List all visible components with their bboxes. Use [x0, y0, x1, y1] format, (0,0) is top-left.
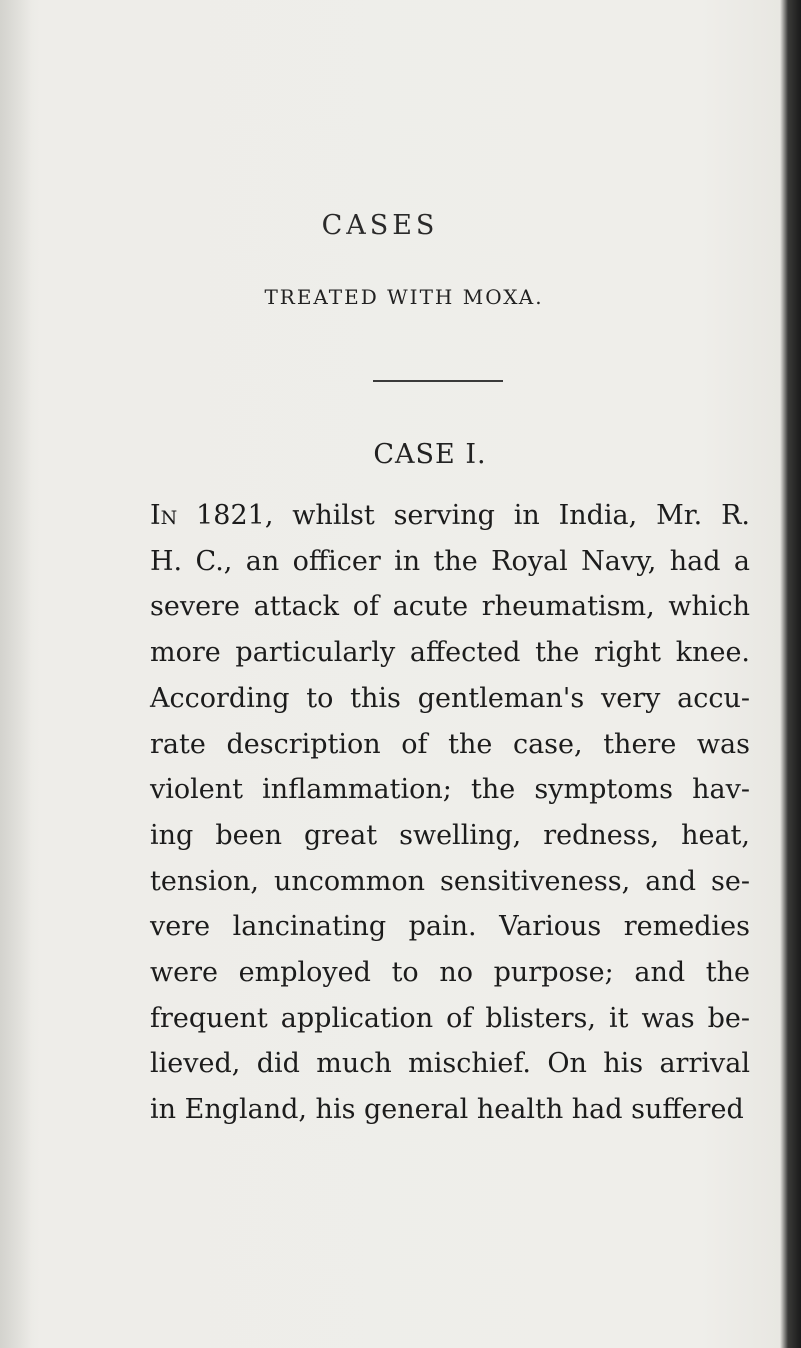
text-line: ing been great swelling, redness, heat, — [150, 819, 750, 851]
text-line: tension, uncommon sensitiveness, and se- — [150, 865, 750, 897]
text-line: frequent application of blisters, it was be- — [150, 1002, 750, 1034]
page-title: CASES — [321, 210, 439, 241]
case-body-text — [150, 493, 750, 1133]
text-line: rate description of the case, there was — [150, 728, 750, 760]
section-divider — [373, 380, 503, 382]
text-line: vere lancinating pain. Various remedies — [150, 911, 750, 943]
page-subtitle: TREATED WITH MOXA. — [264, 285, 544, 309]
text-line: According to this gentleman's very accu- — [150, 682, 750, 714]
text-line: violent inflammation; the symptoms hav- — [150, 774, 750, 806]
text-line: were employed to no purpose; and the — [150, 957, 750, 989]
text-line: severe attack of acute rheumatism, which — [150, 591, 750, 623]
first-word: In — [150, 500, 178, 531]
text-line: H. C., an officer in the Royal Navy, had a — [150, 545, 750, 577]
text-line: lieved, did much mischief. On his arrival — [150, 1048, 750, 1080]
text-line — [150, 493, 750, 539]
text-line: in England, his general health had suffered — [150, 1094, 744, 1126]
text-line: more particularly affected the right knee. — [150, 637, 750, 669]
page-gutter-shadow — [0, 0, 32, 1348]
text-line-content: 1821, whilst serving in India, Mr. R. — [177, 500, 750, 531]
case-heading: CASE I. — [373, 439, 487, 470]
